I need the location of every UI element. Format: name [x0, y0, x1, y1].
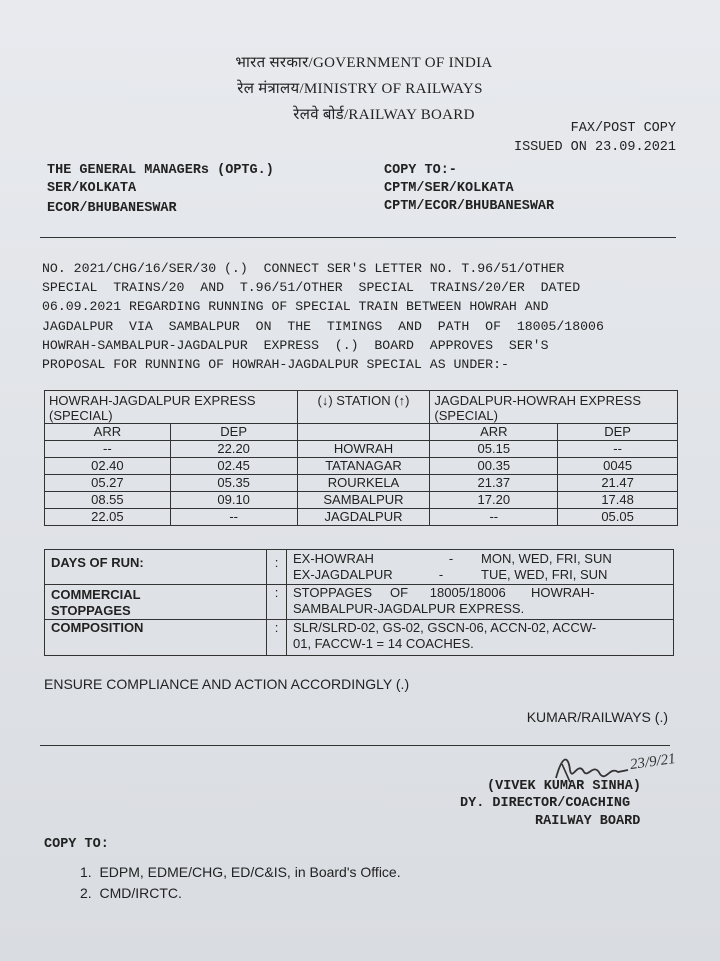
station-name: ROURKELA [297, 475, 430, 492]
arr-left: 02.40 [45, 458, 171, 475]
copy-to-line-2: CPTM/ECOR/BHUBANESWAR [384, 199, 555, 214]
stoppages-label-1: COMMERCIAL [51, 587, 141, 602]
header-government: भारत सरकार/GOVERNMENT OF INDIA [235, 55, 493, 71]
timetable-title-row [45, 391, 678, 424]
composition-value [287, 620, 674, 656]
station-name: JAGDALPUR [297, 509, 430, 526]
signatory-office: RAILWAY BOARD [535, 814, 641, 829]
stoppages-value [287, 585, 674, 620]
letter-body [42, 259, 676, 374]
station-name: HOWRAH [297, 441, 430, 458]
signatory-name: (VIVEK KUMAR SINHA) [487, 779, 641, 794]
composition-text-2: 01, FACCW-1 = 14 COACHES. [293, 636, 474, 651]
stoppages-label [45, 585, 267, 620]
header-ministry: रेल मंत्रालय/MINISTRY OF RAILWAYS [237, 81, 483, 97]
divider-top [40, 237, 676, 238]
dep-header-right: DEP [558, 424, 678, 441]
ex-jagdalpur-label: EX-JAGDALPUR [293, 567, 393, 582]
stoppages-text-2: SAMBALPUR-JAGDALPUR EXPRESS. [293, 601, 525, 616]
days-of-run-value [287, 550, 674, 585]
arr-left: 05.27 [45, 475, 171, 492]
dash: - [448, 551, 454, 566]
colon: : [267, 620, 287, 656]
stoppages-text-1: STOPPAGES OF 18005/18006 HOWRAH- [293, 585, 595, 600]
days-of-run-label: DAYS OF RUN: [45, 550, 267, 585]
signatory-designation: DY. DIRECTOR/COACHING [460, 796, 631, 811]
copy-to-item-2: 2. CMD/IRCTC. [80, 885, 182, 901]
copy-to-bottom-label: COPY TO: [44, 837, 109, 852]
sender-telegraphic: KUMAR/RAILWAYS (.) [526, 709, 668, 725]
body-line-2: SPECIAL TRAINS/20 AND T.96/51/OTHER SPECIAL TRAINS/20/ER DATED [42, 280, 581, 296]
arr-right: 17.20 [430, 492, 558, 509]
composition-text-1: SLR/SLRD-02, GS-02, GSCN-06, ACCN-02, ACCW- [293, 620, 597, 635]
header-board: रेलवे बोर्ड/RAILWAY BOARD [293, 107, 475, 123]
dep-right: 21.47 [558, 475, 678, 492]
station-name: SAMBALPUR [297, 492, 430, 509]
body-line-3: 06.09.2021 REGARDING RUNNING OF SPECIAL TRAIN BETWEEN HOWRAH AND [42, 299, 549, 315]
table-row [45, 475, 678, 492]
dep-left: 22.20 [170, 441, 297, 458]
copy-to-item-1: 1. EDPM, EDME/CHG, ED/C&IS, in Board's Office. [80, 864, 401, 880]
dep-left: 02.45 [170, 458, 297, 475]
timetable-subheader [45, 424, 678, 441]
right-train-title: JAGDALPUR-HOWRAH EXPRESS (SPECIAL) [430, 391, 678, 424]
addressee-line-2: SER/KOLKATA [47, 181, 137, 196]
station-name: TATANAGAR [297, 458, 430, 475]
signature-date: 23/9/21 [629, 750, 677, 774]
dep-header-left: DEP [170, 424, 297, 441]
dep-right: -- [558, 441, 678, 458]
body-line-1: NO. 2021/CHG/16/SER/30 (.) CONNECT SER'S LETTER NO. T.96/51/OTHER [42, 261, 565, 276]
colon: : [267, 585, 287, 620]
body-line-5: HOWRAH-SAMBALPUR-JAGDALPUR EXPRESS (.) BOARD APPROVES SER'S [42, 337, 549, 353]
dash: - [438, 567, 444, 582]
composition-label: COMPOSITION [45, 620, 267, 656]
table-row [45, 492, 678, 509]
arr-right: 00.35 [430, 458, 558, 475]
body-line-6: PROPOSAL FOR RUNNING OF HOWRAH-JAGDALPUR SPECIAL AS UNDER:- [42, 357, 509, 373]
station-subheader-blank [297, 424, 430, 441]
table-row [45, 441, 678, 458]
arr-right: 05.15 [430, 441, 558, 458]
issued-date: ISSUED ON 23.09.2021 [513, 140, 676, 155]
dep-right: 17.48 [558, 492, 678, 509]
stoppages-row [45, 585, 674, 620]
composition-row [45, 620, 674, 656]
divider-bottom [40, 745, 670, 746]
body-line-4: JAGDALPUR VIA SAMBALPUR ON THE TIMINGS AND PATH OF 18005/18006 [42, 318, 604, 334]
table-row [45, 458, 678, 475]
ex-howrah-days: MON, WED, FRI, SUN [481, 551, 612, 566]
arr-right: -- [430, 509, 558, 526]
arr-right: 21.37 [430, 475, 558, 492]
dep-right: 0045 [558, 458, 678, 475]
run-info-table [44, 549, 674, 656]
station-column-title: (↓) STATION (↑) [297, 391, 430, 424]
arr-left: 08.55 [45, 492, 171, 509]
addressee-line-3: ECOR/BHUBANESWAR [47, 201, 177, 216]
stoppages-label-2: STOPPAGES [51, 603, 131, 618]
addressee-line-1: THE GENERAL MANAGERs (OPTG.) [47, 163, 274, 178]
closing-line: ENSURE COMPLIANCE AND ACTION ACCORDINGLY (.) [44, 676, 410, 692]
colon: : [267, 550, 287, 585]
days-of-run-row [45, 550, 674, 585]
copy-to-label: COPY TO:- [384, 163, 457, 178]
dep-left: 05.35 [170, 475, 297, 492]
dep-left: 09.10 [170, 492, 297, 509]
fax-post-copy: FAX/POST COPY [570, 121, 676, 136]
arr-left: 22.05 [45, 509, 171, 526]
arr-left: -- [45, 441, 171, 458]
ex-howrah-label: EX-HOWRAH [293, 551, 374, 566]
timetable [44, 390, 678, 526]
left-train-title: HOWRAH-JAGDALPUR EXPRESS (SPECIAL) [45, 391, 298, 424]
dep-left: -- [170, 509, 297, 526]
copy-to-line-1: CPTM/SER/KOLKATA [384, 181, 514, 196]
arr-header-right: ARR [430, 424, 558, 441]
table-row [45, 509, 678, 526]
dep-right: 05.05 [558, 509, 678, 526]
ex-jagdalpur-days: TUE, WED, FRI, SUN [481, 567, 608, 582]
arr-header-left: ARR [45, 424, 171, 441]
